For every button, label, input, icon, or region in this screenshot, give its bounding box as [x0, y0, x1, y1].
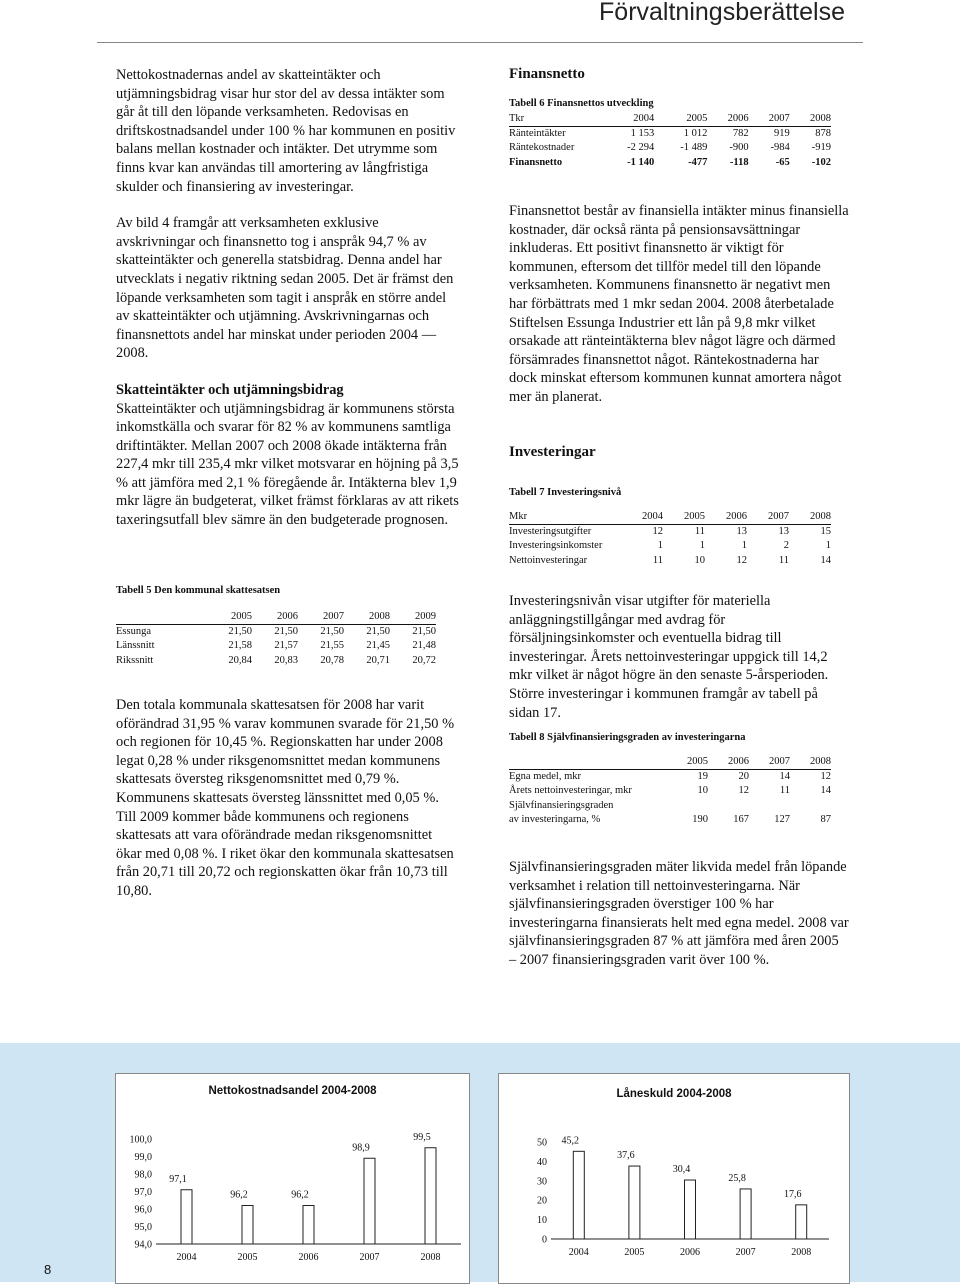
table8-caption: Tabell 8 Självfinansieringsgraden av investeringarna [509, 732, 746, 743]
bar [364, 1158, 375, 1244]
x-tick-label: 2007 [735, 1247, 756, 1258]
page-number: 8 [44, 1262, 52, 1277]
chart-title: Låneskuld 2004-2008 [616, 1088, 732, 1100]
table-header-cell: 2004 [601, 112, 654, 127]
table-header-cell: 2008 [790, 112, 831, 127]
y-tick-label: 40 [537, 1156, 547, 1168]
table-cell: -477 [688, 156, 708, 168]
left-column [116, 66, 461, 530]
chart-nettokostnadsandel [115, 1073, 470, 1284]
table-cell: Essunga [116, 626, 151, 638]
y-tick-label: 95,0 [134, 1222, 152, 1233]
table-cell: 12 [652, 526, 663, 538]
table-cell: -65 [775, 156, 790, 168]
table-cell: 14 [820, 785, 831, 797]
chart-svg [499, 1074, 849, 1283]
paragraph-investering-block [509, 592, 849, 722]
table-header-cell: 2006 [708, 755, 749, 770]
table-cell: Årets nettoinvesteringar, mkr [509, 785, 632, 797]
paragraph-skattesats: Den totala kommunala skattesatsen för 2008 har varit oförändrad 31,95 % varav kommunen svarade för 21,50 % och regionen för 10,45 %. Regionskatten har under 2008 legat 0,28 % under riksgenomsnittet medan kommunens skattesats översteg riksgenomsnittet med 0,79 %. Kommunens skattesats översteg länssnittet med 0,05 %. Till 2009 kommer både kommunens och regionens skattesats att vara oförändrade medan riksgenomsnittet ökar med 0,08 %. I riket ökar den kommunala skattesatsen från 20,71 till 20,72 och regionskatten ökar från 10,73 till 10,80. [116, 697, 455, 899]
y-tick-label: 0 [542, 1234, 547, 1246]
data-label: 97,1 [169, 1173, 187, 1185]
bar [685, 1180, 696, 1239]
table-cell: 13 [778, 526, 789, 538]
table-cell: 1 [657, 540, 663, 552]
table-cell: Rikssnitt [116, 654, 154, 666]
y-tick-label: 97,0 [134, 1187, 152, 1198]
table-header-cell: 2008 [344, 610, 390, 625]
table-header-cell: 2006 [707, 112, 748, 127]
data-label: 30,4 [672, 1164, 691, 1176]
x-tick-label: 2005 [237, 1252, 258, 1263]
table5-caption: Tabell 5 Den kommunal skattesatsen [116, 585, 281, 596]
table-cell: 12 [736, 554, 747, 566]
bar [242, 1206, 253, 1245]
y-tick-label: 30 [537, 1176, 547, 1188]
x-tick-label: 2004 [176, 1252, 197, 1263]
header-rule [97, 42, 863, 43]
table-cell: 21,58 [228, 640, 252, 652]
table-cell: -984 [770, 142, 790, 154]
y-tick-label: 100,0 [129, 1134, 152, 1146]
table6-caption: Tabell 6 Finansnettos utveckling [509, 98, 654, 109]
paragraph-finansnetto-block [509, 202, 849, 407]
table-header-cell [509, 755, 667, 770]
table-row [509, 813, 831, 827]
table-cell: 11 [779, 785, 790, 797]
table-cell: 782 [732, 128, 749, 140]
paragraph-investering: Investeringsnivån visar utgifter för materiella anläggningstillgångar med avdrag för försäljningsinkomster och eventuella bidrag till investeringar. Årets nettoinvesteringar uppgick till 14,2 mkr vilket är något högre än den senaste 5-årsperioden. Större investeringar i kommunen framgår av tabell på sidan 17. [509, 593, 829, 721]
table-cell: 1 [741, 540, 747, 552]
table-cell: 21,55 [320, 640, 344, 652]
table-row [509, 784, 831, 798]
table-cell: 21,50 [274, 626, 298, 638]
x-tick-label: 2004 [568, 1247, 589, 1258]
table-cell: Investeringsutgifter [509, 526, 592, 538]
data-label: 98,9 [352, 1142, 370, 1154]
y-tick-label: 98,0 [134, 1169, 152, 1181]
table-header-cell: 2005 [654, 112, 707, 127]
bar [573, 1151, 584, 1239]
table-cell: 167 [733, 813, 749, 825]
table-header-cell: 2007 [298, 610, 344, 625]
table-cell: Nettoinvesteringar [509, 554, 588, 566]
x-tick-label: 2007 [359, 1252, 380, 1263]
page-header-title: Förvaltningsberättelse [599, 0, 845, 26]
table5 [116, 610, 436, 668]
data-label: 37,6 [617, 1150, 635, 1162]
paragraph-nettokostnad: Nettokostnadernas andel av skatteintäkter och utjämningsbidrag visar hur stor del av dessa intäkter som går åt till den löpande verksamheten. Redovisas en driftskostnadsandel under 100 % har kommunen en positiv balans mellan kostnader och intäkter. Det utrymme som finns kvar kan användas till amortering av långfristiga skulder och finansiering av investeringar. [116, 67, 456, 195]
table-header-cell: 2005 [663, 510, 705, 525]
chart-laneskuld [498, 1073, 850, 1284]
table-header-cell: 2008 [790, 755, 831, 770]
table-cell: 20,72 [412, 654, 436, 666]
table-header-cell [116, 610, 206, 625]
table-cell: Självfinansieringsgraden [509, 799, 614, 811]
bar [629, 1166, 640, 1239]
table-header-cell: 2006 [705, 510, 747, 525]
table-row [509, 127, 831, 142]
table-cell: -1 489 [680, 142, 708, 154]
table-cell: 2 [783, 540, 789, 552]
table-cell: 21,50 [412, 626, 436, 638]
table-cell: Ränteintäkter [509, 128, 566, 140]
table-cell: 20 [738, 771, 749, 783]
table7-caption: Tabell 7 Investeringsnivå [509, 487, 622, 498]
y-tick-label: 96,0 [134, 1204, 152, 1216]
y-tick-label: 99,0 [134, 1152, 152, 1163]
table-cell: 1 153 [630, 128, 655, 140]
table-cell: 14 [779, 771, 790, 783]
table-cell: 1 [699, 540, 705, 552]
paragraph-skatteintakter: Skatteintäkter och utjämningsbidrag är kommunens största inkomstkälla och svarar för 82 % av kommunens samtliga driftintäkter. Mellan 2007 och 2008 ökade intäkterna från 227,4 mkr till 235,4 mkr vilket motsvarar en höjning på 3,5 % att jämföra med 2,1 % föregående år. Intäkterna blev 1,9 mkr lägre än budgeterat, vilket främst förklaras av att rikets taxeringsutfall blev sämre än den budgeterade prognosen. [116, 400, 459, 529]
table-cell: 21,48 [412, 640, 436, 652]
table-cell: Egna medel, mkr [509, 771, 582, 783]
x-tick-label: 2006 [298, 1252, 319, 1263]
data-label: 99,5 [413, 1131, 431, 1143]
table-header-cell: 2005 [667, 755, 708, 770]
table-cell: 20,83 [274, 654, 298, 666]
table-cell: 21,50 [228, 626, 252, 638]
table-header-cell: 2007 [747, 510, 789, 525]
data-label: 96,2 [291, 1189, 309, 1201]
table-cell: 10 [694, 554, 705, 566]
table-cell: 20,84 [228, 654, 252, 666]
table-cell: -2 294 [627, 142, 655, 154]
table-cell: 13 [736, 526, 747, 538]
table-row [509, 770, 831, 785]
x-tick-label: 2008 [791, 1247, 812, 1258]
table-cell: -900 [729, 142, 749, 154]
table-cell: 21,50 [320, 626, 344, 638]
table-cell: 919 [774, 128, 790, 140]
y-tick-label: 94,0 [134, 1239, 152, 1251]
chart-svg [116, 1074, 469, 1283]
table-cell: 127 [774, 813, 790, 825]
heading-skatteintakter: Skatteintäkter och utjämningsbidrag [116, 381, 344, 398]
table-row [116, 639, 436, 653]
table-cell: 11 [694, 526, 705, 538]
table-cell: -102 [811, 156, 831, 168]
chart-title: Nettokostnadsandel 2004-2008 [208, 1085, 377, 1097]
heading-finansnetto: Finansnetto [509, 66, 585, 82]
x-tick-label: 2008 [420, 1252, 441, 1263]
table-cell: av investeringarna, % [509, 813, 601, 825]
y-tick-label: 10 [537, 1215, 547, 1227]
table-cell: 21,45 [366, 640, 390, 652]
table-header-cell: 2008 [789, 510, 831, 525]
table6 [509, 112, 831, 170]
table-cell: 11 [778, 554, 789, 566]
paragraph-finansnetto: Finansnettot består av finansiella intäkter minus finansiella kostnader, där också ränta på pensionsavsättningar inkluderas. Ett positivt finansnetto är viktigt för kommunen, eftersom det tillför medel till den löpande verksamheten. Kommunens finansnetto är negativt men har förbättrats med 1 mkr sedan 2004. 2008 återbetalade Stiftelsen Essunga Industrier ett lån på 9,8 mkr vilket orsakade att ränteintäkterna blev något lägre och därmed försämrades finansnettot något. Räntekostnaderna har dock minskat eftersom kommunen kunnat amortera något mer än planerat. [509, 203, 849, 405]
table-row [509, 799, 831, 813]
table-header-cell: 2007 [749, 755, 790, 770]
table-cell: 87 [820, 813, 831, 825]
table-cell: 1 [825, 540, 831, 552]
table-cell: 12 [820, 771, 831, 783]
table-cell: 10 [697, 785, 708, 797]
bar [740, 1189, 751, 1239]
bar [303, 1206, 314, 1245]
table-cell: 15 [820, 526, 831, 538]
x-tick-label: 2005 [624, 1247, 645, 1258]
table-row [509, 539, 831, 553]
paragraph-bild4: Av bild 4 framgår att verksamheten exklusive avskrivningar och finansnetto tog i anspråk 94,7 % av skatteintäkter och generella statsbidrag. Denna andel har utvecklats i negativ riktning sedan 2005. Det är främst den löpande verksamheten som tagit i anspråk en större andel av skatteintäkter och utjämning. Avskrivningarnas och finansnettots andel har minskat under perioden 2004 — 2008. [116, 215, 454, 362]
table-cell: Investeringsinkomster [509, 540, 603, 552]
table-header-cell: 2009 [390, 610, 436, 625]
table-cell: 20,78 [320, 654, 344, 666]
table-cell: 878 [815, 128, 831, 140]
table-cell: 12 [738, 785, 749, 797]
table-cell: Länssnitt [116, 640, 155, 652]
bar [181, 1190, 192, 1244]
table-cell: 14 [820, 554, 831, 566]
table-header-cell: 2004 [621, 510, 663, 525]
table-header-cell: 2007 [749, 112, 790, 127]
table-header-cell: 2006 [252, 610, 298, 625]
data-label: 25,8 [728, 1172, 746, 1184]
table-cell: 11 [652, 554, 663, 566]
table-cell: 21,57 [274, 640, 298, 652]
data-label: 96,2 [230, 1189, 248, 1201]
table-row [116, 654, 436, 668]
x-tick-label: 2006 [680, 1247, 700, 1258]
paragraph-skattesats-block [116, 696, 461, 901]
table-cell: -919 [811, 142, 831, 154]
data-label: 45,2 [561, 1135, 580, 1147]
table-header-cell: 2005 [206, 610, 252, 625]
table-cell: -1 140 [627, 156, 655, 168]
paragraph-sjalvfinans-block [509, 858, 849, 970]
table7 [509, 510, 831, 568]
heading-investeringar: Investeringar [509, 444, 596, 460]
bar [425, 1148, 436, 1244]
table-row [116, 625, 436, 640]
table-row [509, 554, 831, 568]
table-cell: -118 [729, 156, 749, 168]
table-row-total [509, 156, 831, 170]
table-header-cell: Mkr [509, 510, 621, 525]
y-tick-label: 20 [537, 1195, 547, 1207]
table-header-cell: Tkr [509, 112, 601, 127]
table-cell: 190 [692, 813, 708, 825]
bar [796, 1205, 807, 1239]
table-cell: 21,50 [366, 626, 390, 638]
table-cell: 19 [697, 771, 708, 783]
table8 [509, 755, 831, 827]
table-cell: 1 012 [683, 128, 708, 140]
table-cell: 20,71 [366, 654, 390, 666]
table-cell: Finansnetto [509, 156, 563, 168]
table-cell: Räntekostnader [509, 142, 575, 154]
paragraph-sjalvfinansiering: Självfinansieringsgraden mäter likvida medel från löpande verksamhet i relation till nettoinvesteringarna. När självfinansieringsgraden överstiger 100 % har investeringarna finansierats helt med egna medel. 2008 var självfinansieringsgraden 87 % att jämföra med åren 2005 – 2007 finansieringsgraden varit över 100 %. [509, 859, 849, 968]
table-row [509, 141, 831, 155]
y-tick-label: 50 [537, 1137, 547, 1149]
data-label: 17,6 [783, 1188, 802, 1200]
table-row [509, 525, 831, 540]
